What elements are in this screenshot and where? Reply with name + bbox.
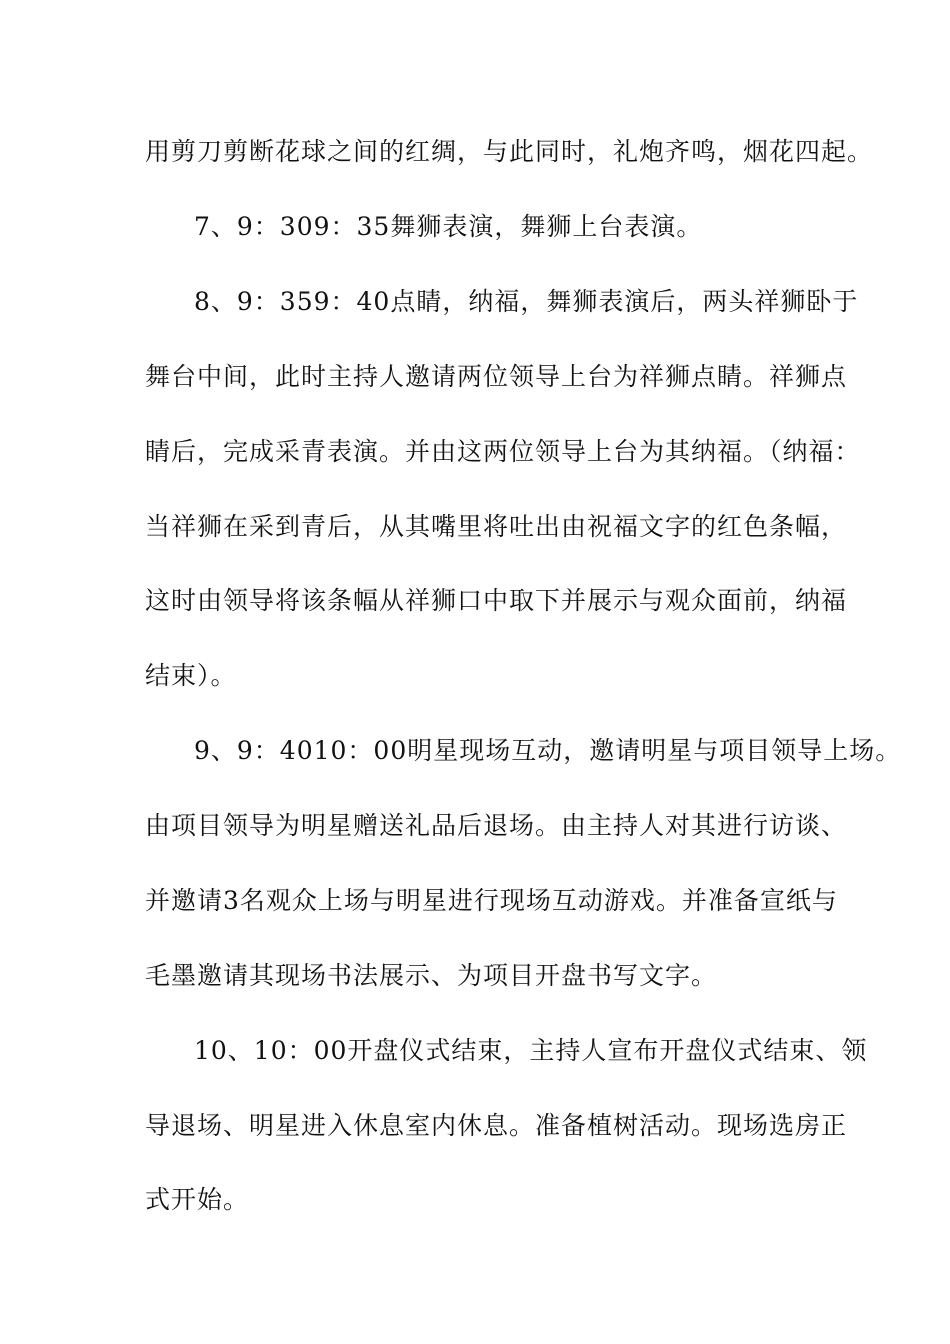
paragraph-line: 导退场、明星进入休息室内休息。准备植树活动。现场选房正 bbox=[145, 1111, 848, 1140]
paragraph-line: 式开始。 bbox=[145, 1185, 250, 1214]
paragraph-line: 8、9：359：40点睛，纳福，舞狮表演后，两头祥狮卧于 bbox=[194, 287, 859, 316]
paragraph-line: 用剪刀剪断花球之间的红绸，与此同时，礼炮齐鸣，烟花四起。 bbox=[145, 137, 874, 166]
paragraph-line: 毛墨邀请其现场书法展示、为项目开盘书写文字。 bbox=[145, 961, 718, 990]
paragraph-line: 结束）。 bbox=[145, 661, 237, 690]
paragraph-line: 睛后，完成采青表演。并由这两位领导上台为其纳福。（纳福： bbox=[145, 437, 861, 466]
paragraph-line: 当祥狮在采到青后，从其嘴里将吐出由祝福文字的红色条幅， bbox=[145, 512, 848, 541]
paragraph-line: 10、10：00开盘仪式结束，主持人宣布开盘仪式结束、领 bbox=[194, 1036, 868, 1065]
paragraph-line: 由项目领导为明星赠送礼品后退场。由主持人对其进行访谈、 bbox=[145, 811, 848, 840]
paragraph-line: 并邀请3名观众上场与明星进行现场互动游戏。并准备宣纸与 bbox=[145, 886, 838, 915]
paragraph-line: 舞台中间，此时主持人邀请两位领导上台为祥狮点睛。祥狮点 bbox=[145, 362, 848, 391]
paragraph-line: 7、9：309：35舞狮表演，舞狮上台表演。 bbox=[194, 212, 703, 241]
paragraph-line: 这时由领导将该条幅从祥狮口中取下并展示与观众面前，纳福 bbox=[145, 586, 848, 615]
paragraph-line: 9、9：4010：00明星现场互动，邀请明星与项目领导上场。 bbox=[194, 736, 902, 765]
